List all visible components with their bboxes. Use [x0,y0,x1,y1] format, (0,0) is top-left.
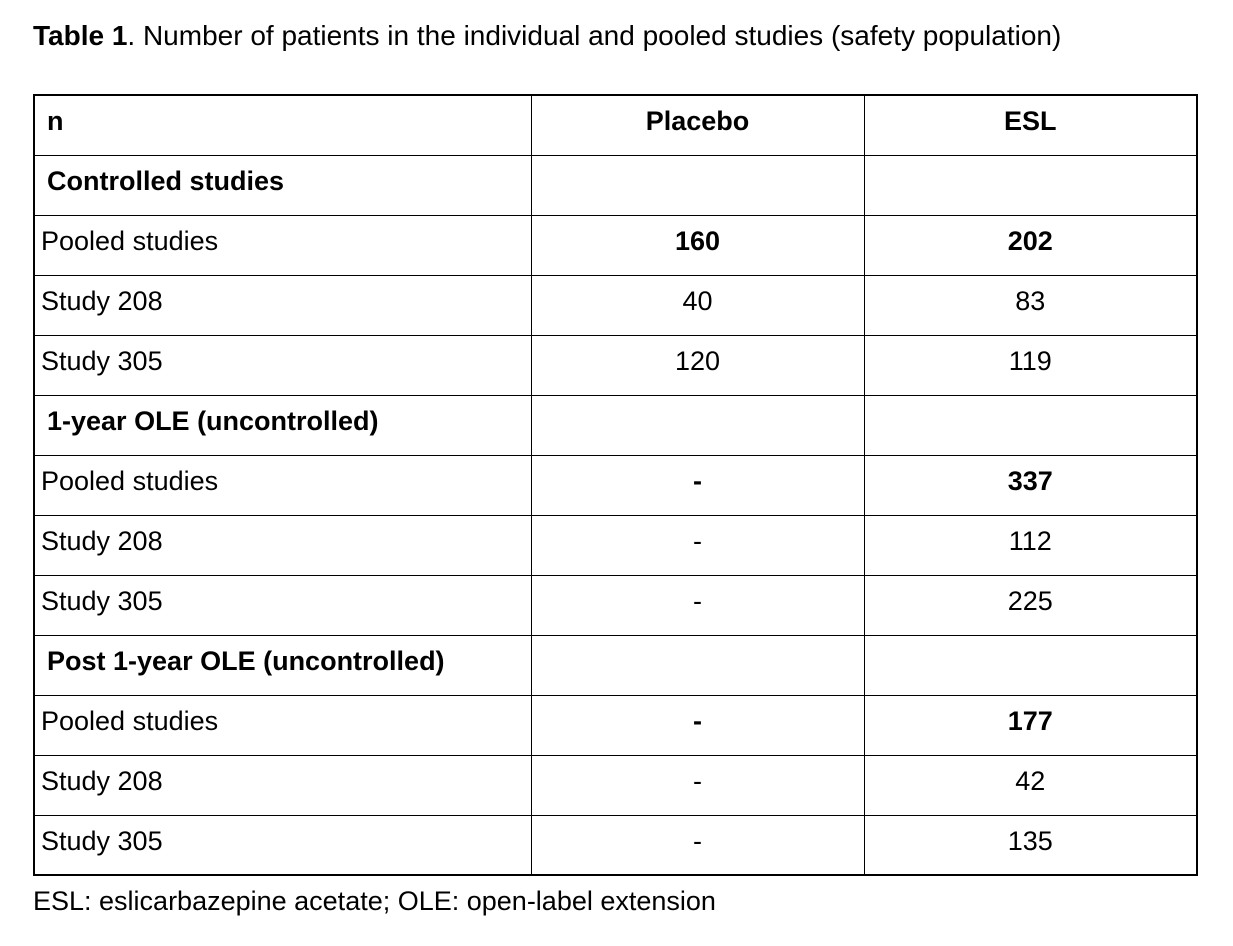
placebo-value: - [531,575,864,635]
row-label: Post 1-year OLE (uncontrolled) [34,635,531,695]
table-row [34,575,1197,635]
placebo-value: - [531,515,864,575]
esl-value: 202 [864,215,1197,275]
esl-value: 42 [864,755,1197,815]
placebo-value [531,395,864,455]
placebo-value: 160 [531,215,864,275]
row-label: Pooled studies [34,455,531,515]
placebo-value: 40 [531,275,864,335]
table-row [34,455,1197,515]
table-row [34,155,1197,215]
table-row [34,275,1197,335]
esl-value: 119 [864,335,1197,395]
table-caption-text: . Number of patients in the individual and pooled studies (safety population) [127,20,1062,51]
esl-value: 225 [864,575,1197,635]
table-row [34,335,1197,395]
column-header-n: n [34,95,531,155]
table-row [34,695,1197,755]
column-header-placebo: Placebo [531,95,864,155]
placebo-value: - [531,755,864,815]
placebo-value: 120 [531,335,864,395]
row-label: Pooled studies [34,215,531,275]
table-row [34,215,1197,275]
table-header [34,95,1197,155]
row-label: Study 305 [34,575,531,635]
patients-table [33,94,1198,876]
row-label: Study 305 [34,815,531,875]
esl-value: 135 [864,815,1197,875]
table-row [34,635,1197,695]
placebo-value: - [531,815,864,875]
esl-value: 83 [864,275,1197,335]
esl-value [864,635,1197,695]
table-footnote: ESL: eslicarbazepine acetate; OLE: open-label extension [33,886,716,916]
table-row [34,755,1197,815]
table-row [34,395,1197,455]
table-row [34,515,1197,575]
placebo-value [531,635,864,695]
table-header-row [34,95,1197,155]
esl-value [864,395,1197,455]
esl-value: 337 [864,455,1197,515]
row-label: Study 208 [34,515,531,575]
table-caption-label: Table 1 [33,20,128,51]
row-label: Controlled studies [34,155,531,215]
column-header-esl: ESL [864,95,1197,155]
placebo-value: - [531,455,864,515]
esl-value: 177 [864,695,1197,755]
esl-value [864,155,1197,215]
table-body [34,155,1197,875]
row-label: 1-year OLE (uncontrolled) [34,395,531,455]
esl-value: 112 [864,515,1197,575]
table-caption [33,18,1196,54]
table-row [34,815,1197,875]
row-label: Study 208 [34,755,531,815]
row-label: Study 208 [34,275,531,335]
row-label: Study 305 [34,335,531,395]
placebo-value: - [531,695,864,755]
row-label: Pooled studies [34,695,531,755]
placebo-value [531,155,864,215]
